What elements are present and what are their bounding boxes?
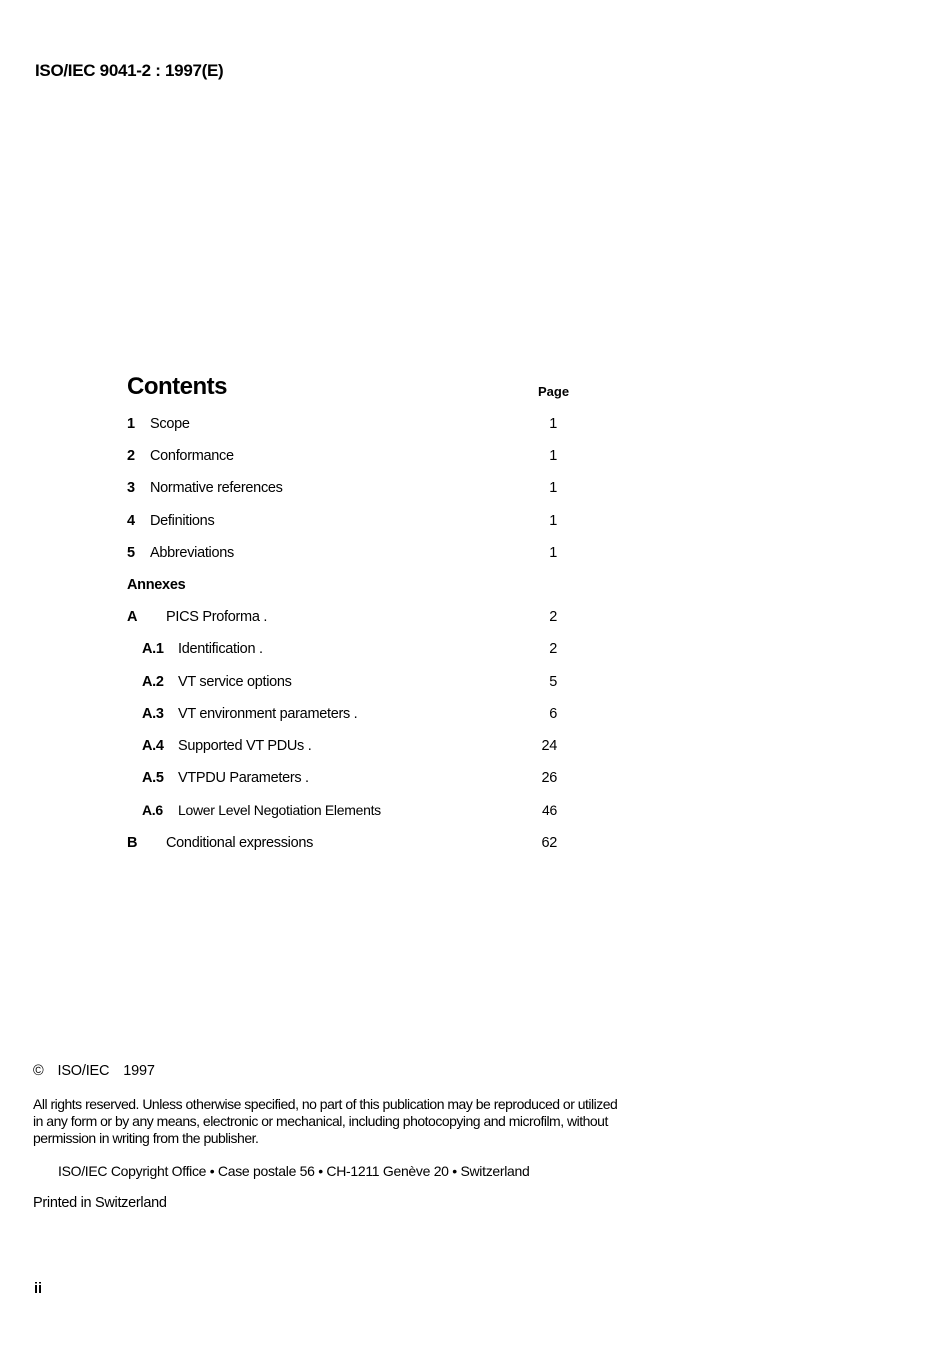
annexes-heading: Annexes [127,577,186,593]
toc-entry-page: 1 [549,480,557,496]
toc-entry-page: 6 [549,706,557,722]
toc-entry-number: A.4 [142,738,164,754]
toc-entry-label: Supported VT PDUs . [178,738,312,754]
toc-entry-label: VTPDU Parameters . [178,770,309,786]
toc-entry-number: A [127,609,138,625]
toc-entry-page: 26 [541,770,557,786]
toc-entry-a3 [0,706,950,726]
toc-entry-label: VT environment parameters . [178,706,358,722]
toc-entry-label: Abbreviations [150,545,234,561]
toc-entry-label: Lower Level Negotiation Elements [178,802,381,818]
toc-entry-annex-a [0,609,950,629]
toc-entry-number: 4 [127,513,135,529]
copyright-office-address: ISO/IEC Copyright Office • Case postale 56 • CH-1211 Genève 20 • Switzerland [58,1163,530,1179]
toc-entry-label: Normative references [150,480,283,496]
copyright-line [33,1063,169,1079]
toc-entry-label: Definitions [150,513,215,529]
toc-entry-number: A.1 [142,641,164,657]
toc-entry-scope [0,416,950,436]
toc-entry-page: 1 [549,448,557,464]
toc-entry-number: A.2 [142,674,164,690]
toc-entry-annex-b [0,835,950,855]
toc-entry-definitions [0,513,950,533]
page-number: ii [34,1281,43,1297]
toc-entry-a4 [0,738,950,758]
toc-entry-a2 [0,674,950,694]
toc-entry-page: 1 [549,545,557,561]
copyright-symbol: © [33,1063,44,1079]
document-id: ISO/IEC 9041-2 : 1997(E) [35,61,224,80]
toc-entry-a1 [0,641,950,661]
toc-entry-number: B [127,835,138,851]
toc-entry-number: 2 [127,448,135,464]
contents-title: Contents [127,373,227,400]
rights-statement: All rights reserved. Unless otherwise specified, no part of this publication may be reproduced or utilized in any form or by any means, electronic or mechanical, including photocopying and microfilm, without permission in writing from the publisher. [33,1096,618,1146]
toc-entry-number: A.3 [142,706,164,722]
toc-entry-number: 5 [127,545,135,561]
toc-entry-number: 3 [127,480,135,496]
toc-entry-label: Conformance [150,448,234,464]
copyright-year: 1997 [123,1063,155,1079]
toc-entry-label: Conditional expressions [166,835,314,851]
toc-entry-label: PICS Proforma . [166,609,268,625]
toc-entry-label: VT service options [178,674,292,690]
toc-entry-number: A.5 [142,770,164,786]
page-column-heading: Page [538,384,570,399]
toc-entry-page: 5 [549,674,557,690]
toc-entry-page: 1 [549,416,557,432]
toc-entry-page: 1 [549,513,557,529]
toc-entry-normative-references [0,480,950,500]
toc-entry-number: A.6 [142,802,163,818]
toc-entry-conformance [0,448,950,468]
printed-in: Printed in Switzerland [33,1195,167,1211]
toc-entry-page: 2 [549,641,557,657]
copyright-holder: ISO/IEC [57,1063,110,1079]
toc-entry-number: 1 [127,416,135,432]
toc-entry-a6 [0,802,950,822]
toc-entry-page: 2 [549,609,557,625]
toc-entry-page: 62 [541,835,557,851]
toc-entry-label: Identification . [178,641,263,657]
toc-entry-page: 24 [541,738,557,754]
toc-entry-label: Scope [150,416,190,432]
toc-entry-page: 46 [542,802,557,818]
toc-entry-abbreviations [0,545,950,565]
toc-entry-a5 [0,770,950,790]
